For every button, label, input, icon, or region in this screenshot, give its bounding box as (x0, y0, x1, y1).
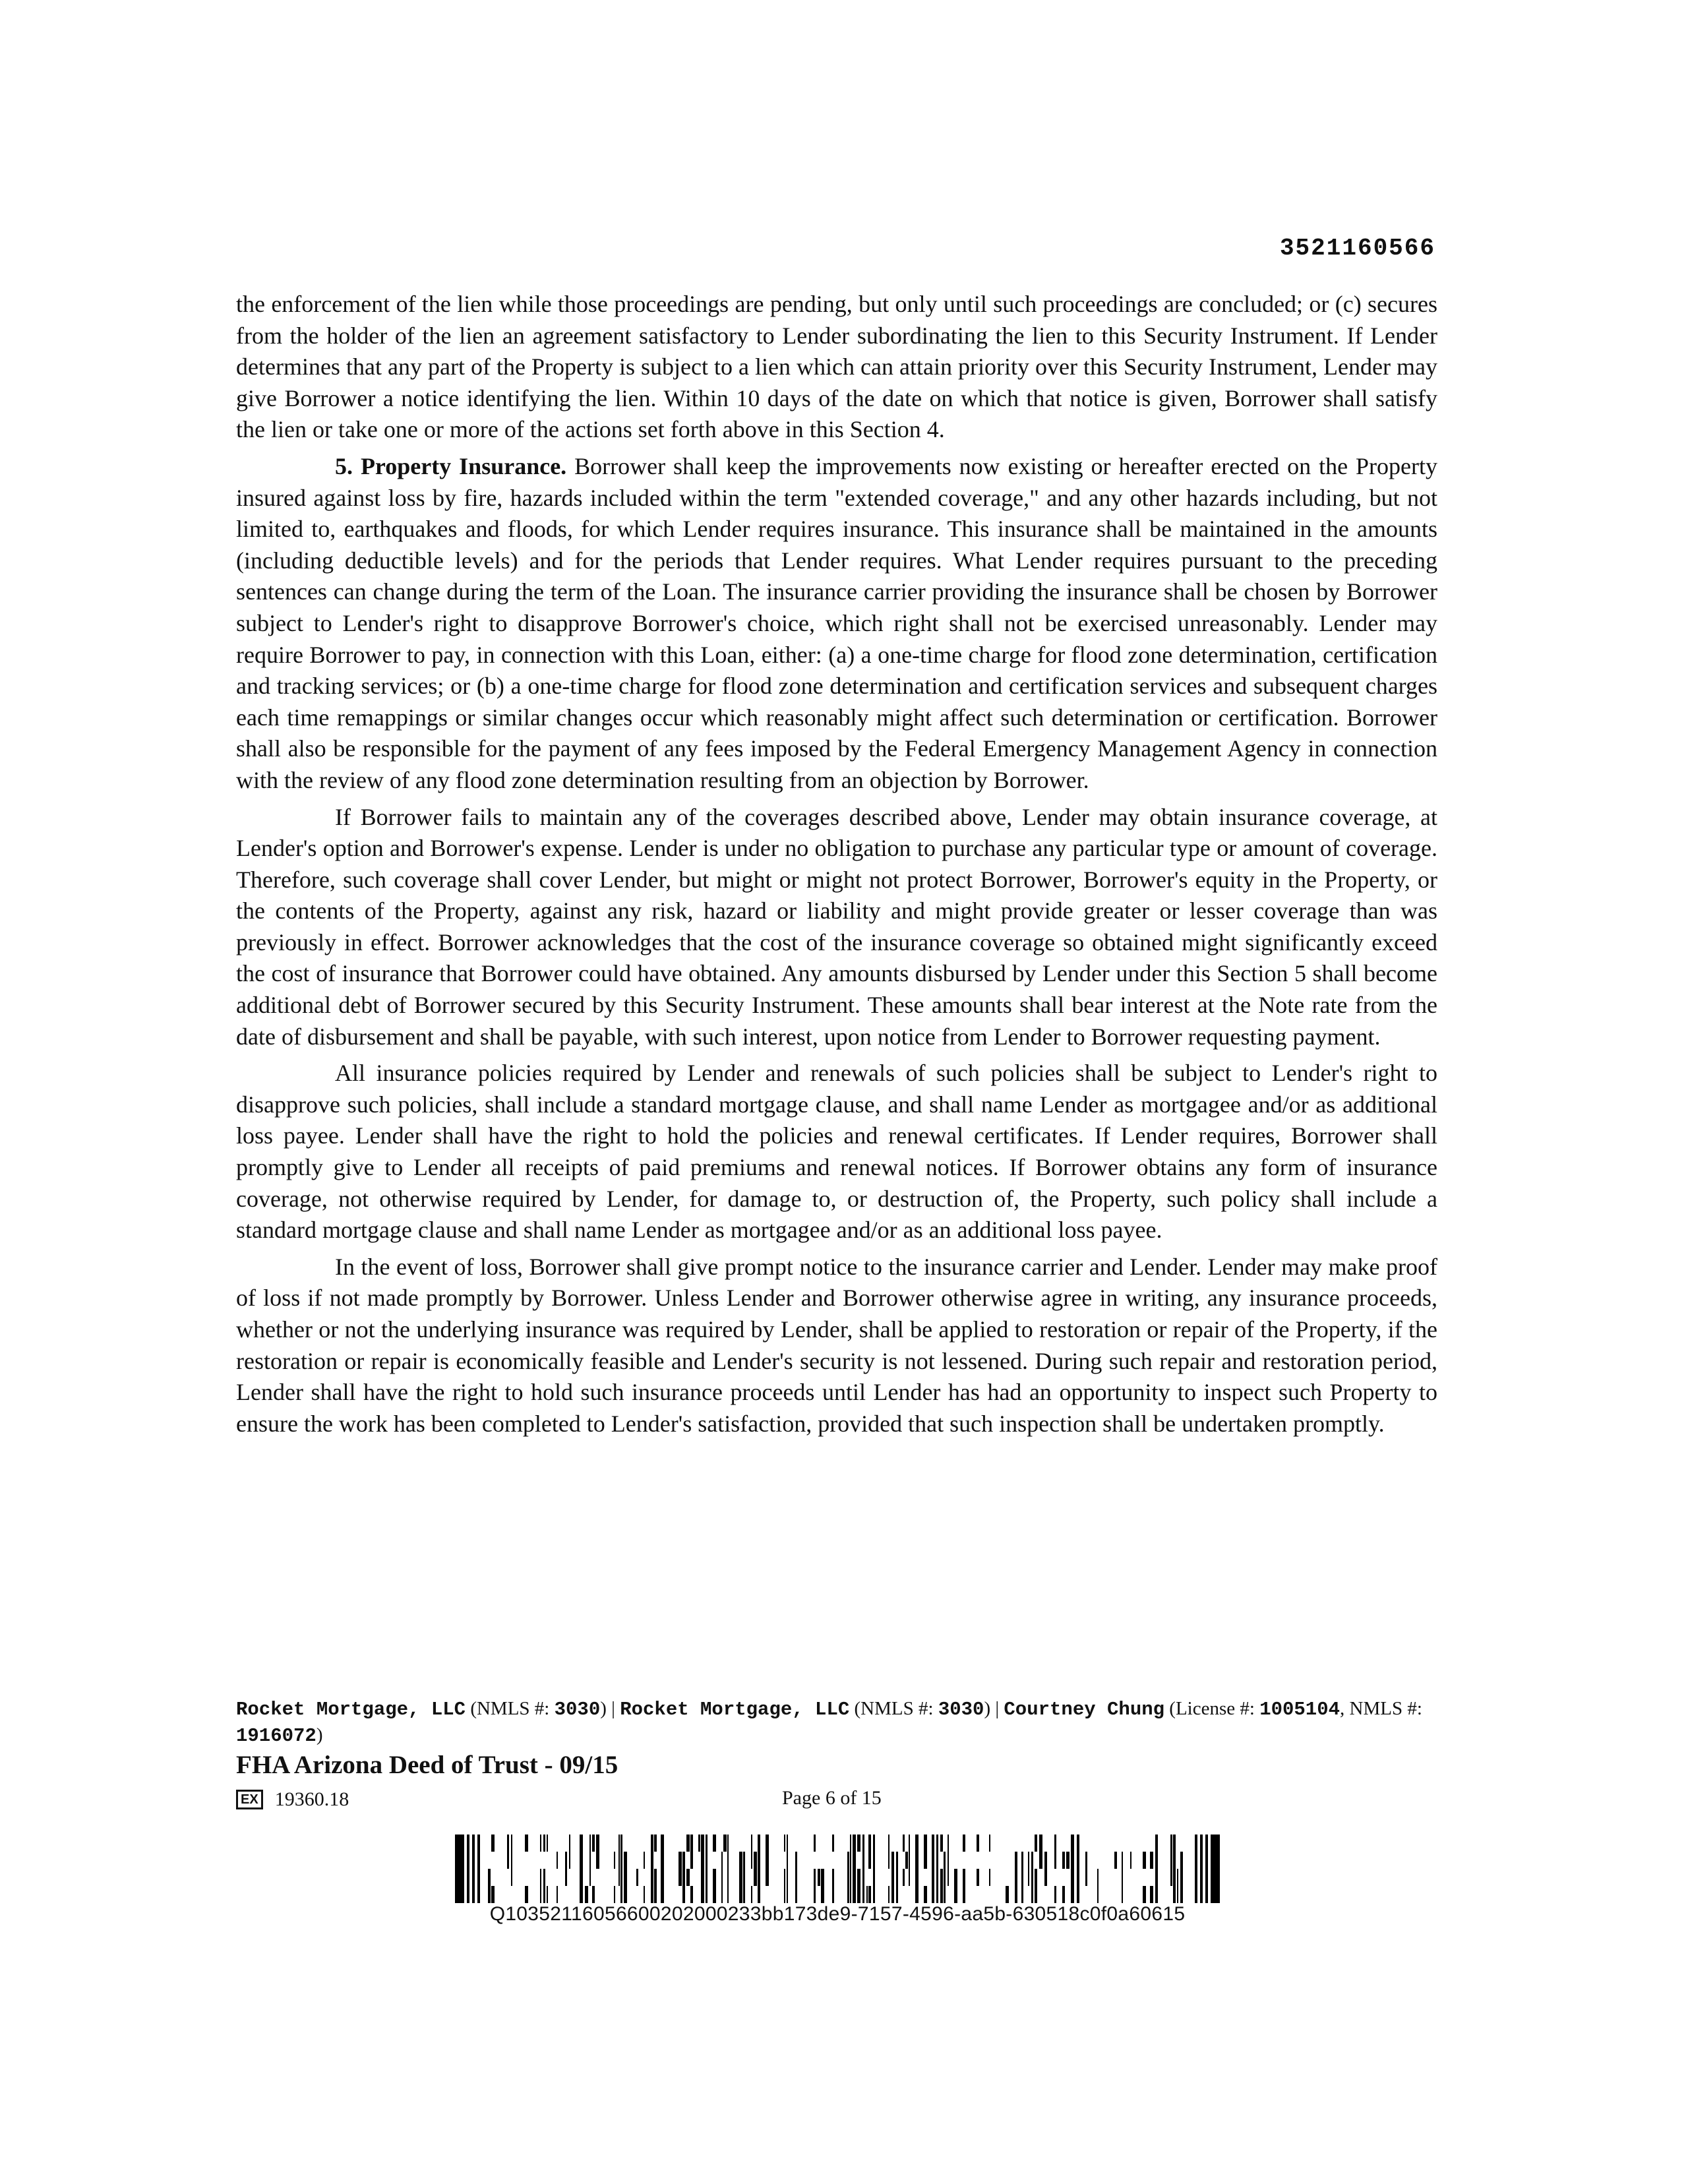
paragraph-insurance-policies: All insurance policies required by Lender and renewals of such policies shall be subject to Lender's right to disapprove such policies, shall include a standard mortgage clause, and shall name Lender as mortgagee and/or as additional loss payee. Lender shall have the right to hold the policies and renewal certificates. If Lender requires, Borrower shall promptly give to Lender all receipts of paid premiums and renewal notices. If Borrower obtains any form of insurance coverage, not otherwise required by Lender, for damage to, or destruction of, the Property, such policy shall include a standard mortgage clause and shall name Lender as mortgagee and/or as an additional loss payee. (236, 1060, 1437, 1244)
lender-nmls-2: 3030 (938, 1699, 984, 1720)
closing-paren: ) (316, 1724, 323, 1745)
paragraph-section4-end: the enforcement of the lien while those proceedings are pending, but only until such proceedings are concluded; or (c) secures from the holder of the lien an agreement satisfactory to Lender subordinating the lien to this Security Instrument. If Lender determines that any part of the Property is subject to a lien which can attain priority over this Security Instrument, Lender may give Borrower a notice identifying the lien. Within 10 days of the date on which that notice is given, Borrower shall satisfy the lien or take one or more of the actions set forth above in this Section 4. (236, 291, 1437, 443)
barcode-text: Q10352116056600202000233bb173de9-7157-4596-aa5b-630518c0f0a60615 (489, 1903, 1186, 1925)
page-indicator: Page 6 of 15 (782, 1787, 882, 1809)
separator: ) | (600, 1698, 620, 1719)
section-5-heading: 5. Property Insurance. (335, 452, 567, 479)
paragraph-coverage-failure: If Borrower fails to maintain any of the coverages described above, Lender may obtain insurance coverage, at Lender's option and Borrower's expense. Lender is under no obligation to purchase any particular type or amount of coverage. Therefore, such coverage shall cover Lender, but might or might not protect Borrower, Borrower's equity in the Property, or the contents of the Property, against any risk, hazard or liability and might provide greater or lesser coverage than was previously in effect. Borrower acknowledges that the cost of the insurance coverage so obtained might significantly exceed the cost of insurance that Borrower could have obtained. Any amounts disbursed by Lender under this Section 5 shall become additional debt of Borrower secured by this Security Instrument. These amounts shall bear interest at the Note rate from the date of disbursement and shall be payable, with such interest, upon notice from Lender to Borrower requesting payment. (236, 803, 1437, 1050)
lender-nmls: 3030 (554, 1699, 601, 1720)
barcode-image (455, 1835, 1220, 1903)
nmls-label: (NMLS #: (466, 1698, 555, 1719)
license-label: (License #: (1164, 1698, 1260, 1719)
document-body (236, 289, 1437, 1445)
separator-2: ) | (984, 1698, 1004, 1719)
paragraph-event-of-loss: In the event of loss, Borrower shall give prompt notice to the insurance carrier and Lender. Lender may make proof of loss if not made promptly by Borrower. Unless Lender and Borrower otherwise agree in writing, any insurance proceeds, whether or not the underlying insurance was required by Lender, shall be applied to restoration or repair of the Property, if the restoration or repair is economically feasible and Lender's security is not lessened. During such repair and restoration period, Lender shall have the right to hold such insurance proceeds until Lender has had an opportunity to inspect such Property to ensure the work has been completed to Lender's satisfaction, provided that such inspection shall be undertaken promptly. (236, 1253, 1437, 1437)
license-number: 1005104 (1259, 1699, 1341, 1720)
paragraph-section5 (236, 451, 1437, 797)
nmls-label-2: (NMLS #: (849, 1698, 938, 1719)
form-badge-icon: EX (236, 1790, 263, 1809)
section-5-text: Borrower shall keep the improvements now existing or hereafter erected on the Property insured against loss by fire, hazards included within the term "extended coverage," and any other hazards including, but not limited to, earthquakes and floods, for which Lender requires insurance. This insurance shall be maintained in the amounts (including deductible levels) and for the periods that Lender requires. What Lender requires pursuant to the preceding sentences can change during the term of the Loan. The insurance carrier providing the insurance shall be chosen by Borrower subject to Lender's right to disapprove Borrower's choice, which right shall not be exercised unreasonably. Lender may require Borrower to pay, in connection with this Loan, either: (a) a one-time charge for flood zone determination, certification and tracking services; or (b) a one-time charge for flood zone determination and certification services and subsequent charges each time remappings or similar changes occur which reasonably might affect such determination or certification. Borrower shall also be responsible for the payment of any fees imposed by the Federal Emergency Management Agency in connection with the review of any flood zone determination resulting from an objection by Borrower. (236, 452, 1437, 793)
officer-nmls-label: , NMLS #: (1340, 1698, 1422, 1719)
form-number: 19360.18 (274, 1788, 349, 1811)
lender-name: Rocket Mortgage, LLC (236, 1699, 466, 1720)
form-title: FHA Arizona Deed of Trust - 09/15 (236, 1751, 618, 1779)
loan-officer-name: Courtney Chung (1004, 1699, 1165, 1720)
loan-number: 3521160566 (1279, 235, 1435, 262)
lender-name-2: Rocket Mortgage, LLC (620, 1699, 850, 1720)
lender-info (236, 1696, 1437, 1749)
officer-nmls: 1916072 (236, 1725, 316, 1747)
